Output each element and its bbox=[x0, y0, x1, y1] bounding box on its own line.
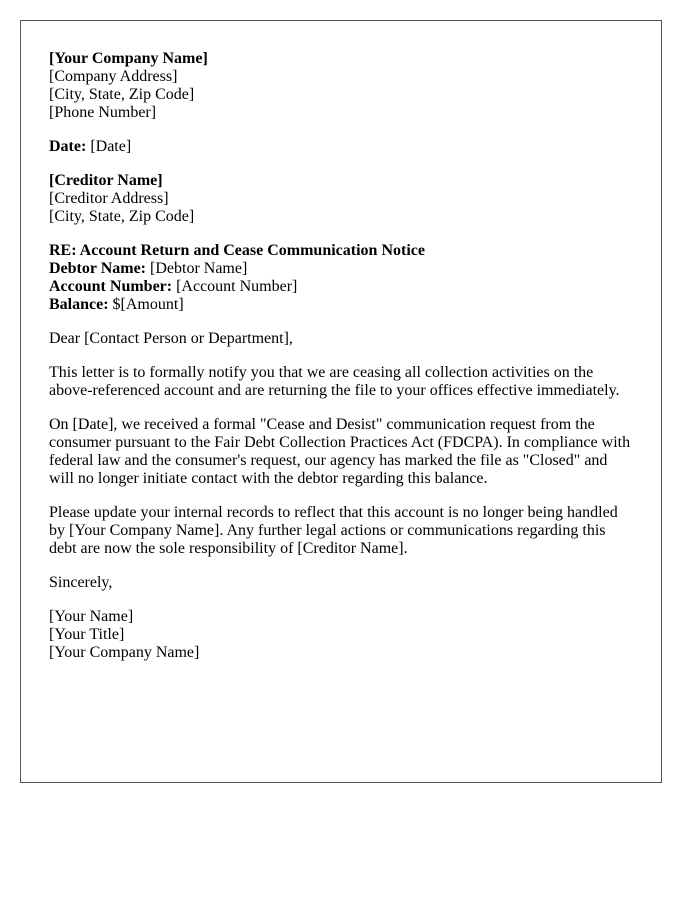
body-paragraph: This letter is to formally notify you that we are ceasing all collection activities on the above-referenced account and are returning the file to your offices effective immediately. bbox=[49, 364, 620, 399]
debtor-label: Debtor Name: bbox=[49, 260, 147, 277]
balance-value: $[Amount] bbox=[112, 296, 184, 313]
recipient-address: [Creditor Address] bbox=[49, 190, 169, 207]
sender-address: [Company Address] bbox=[49, 68, 178, 85]
recipient-city-state-zip: [City, State, Zip Code] bbox=[49, 208, 195, 225]
recipient-name: [Creditor Name] bbox=[49, 172, 163, 189]
date-value: [Date] bbox=[90, 138, 132, 155]
debtor-value: [Debtor Name] bbox=[150, 260, 248, 277]
sender-company-name: [Your Company Name] bbox=[49, 50, 208, 67]
body-paragraph: Please update your internal records to reflect that this account is no longer being handled by [Your Company Name]. Any further legal actions or communications regarding this debt are now the sole responsibility of [Creditor Name]. bbox=[49, 504, 618, 557]
account-label: Account Number: bbox=[49, 278, 173, 295]
balance-label: Balance: bbox=[49, 296, 109, 313]
recipient-block bbox=[49, 172, 633, 226]
signature-title: [Your Title] bbox=[49, 626, 125, 643]
sender-phone: [Phone Number] bbox=[49, 104, 157, 121]
balance-line bbox=[49, 296, 633, 314]
reference-block bbox=[49, 242, 633, 314]
body-paragraph: On [Date], we received a formal "Cease and Desist" communication request from the consumer pursuant to the Fair Debt Collection Practices Act (FDCPA). In compliance with federal law and the consumer's request, our agency has marked the file as "Closed" and will no longer initiate contact with the debtor regarding this balance. bbox=[49, 416, 631, 487]
subject-line: RE: Account Return and Cease Communication Notice bbox=[49, 242, 425, 259]
sender-city-state-zip: [City, State, Zip Code] bbox=[49, 86, 195, 103]
account-value: [Account Number] bbox=[176, 278, 298, 295]
salutation: Dear [Contact Person or Department], bbox=[49, 330, 293, 347]
letter bbox=[20, 20, 662, 783]
date-label: Date: bbox=[49, 138, 87, 155]
debtor-line bbox=[49, 260, 633, 278]
account-line bbox=[49, 278, 633, 296]
closing: Sincerely, bbox=[49, 574, 113, 591]
signature-company: [Your Company Name] bbox=[49, 644, 200, 661]
date-line bbox=[49, 138, 633, 156]
signature-block bbox=[49, 608, 633, 662]
signature-name: [Your Name] bbox=[49, 608, 134, 625]
sender-block bbox=[49, 50, 633, 122]
